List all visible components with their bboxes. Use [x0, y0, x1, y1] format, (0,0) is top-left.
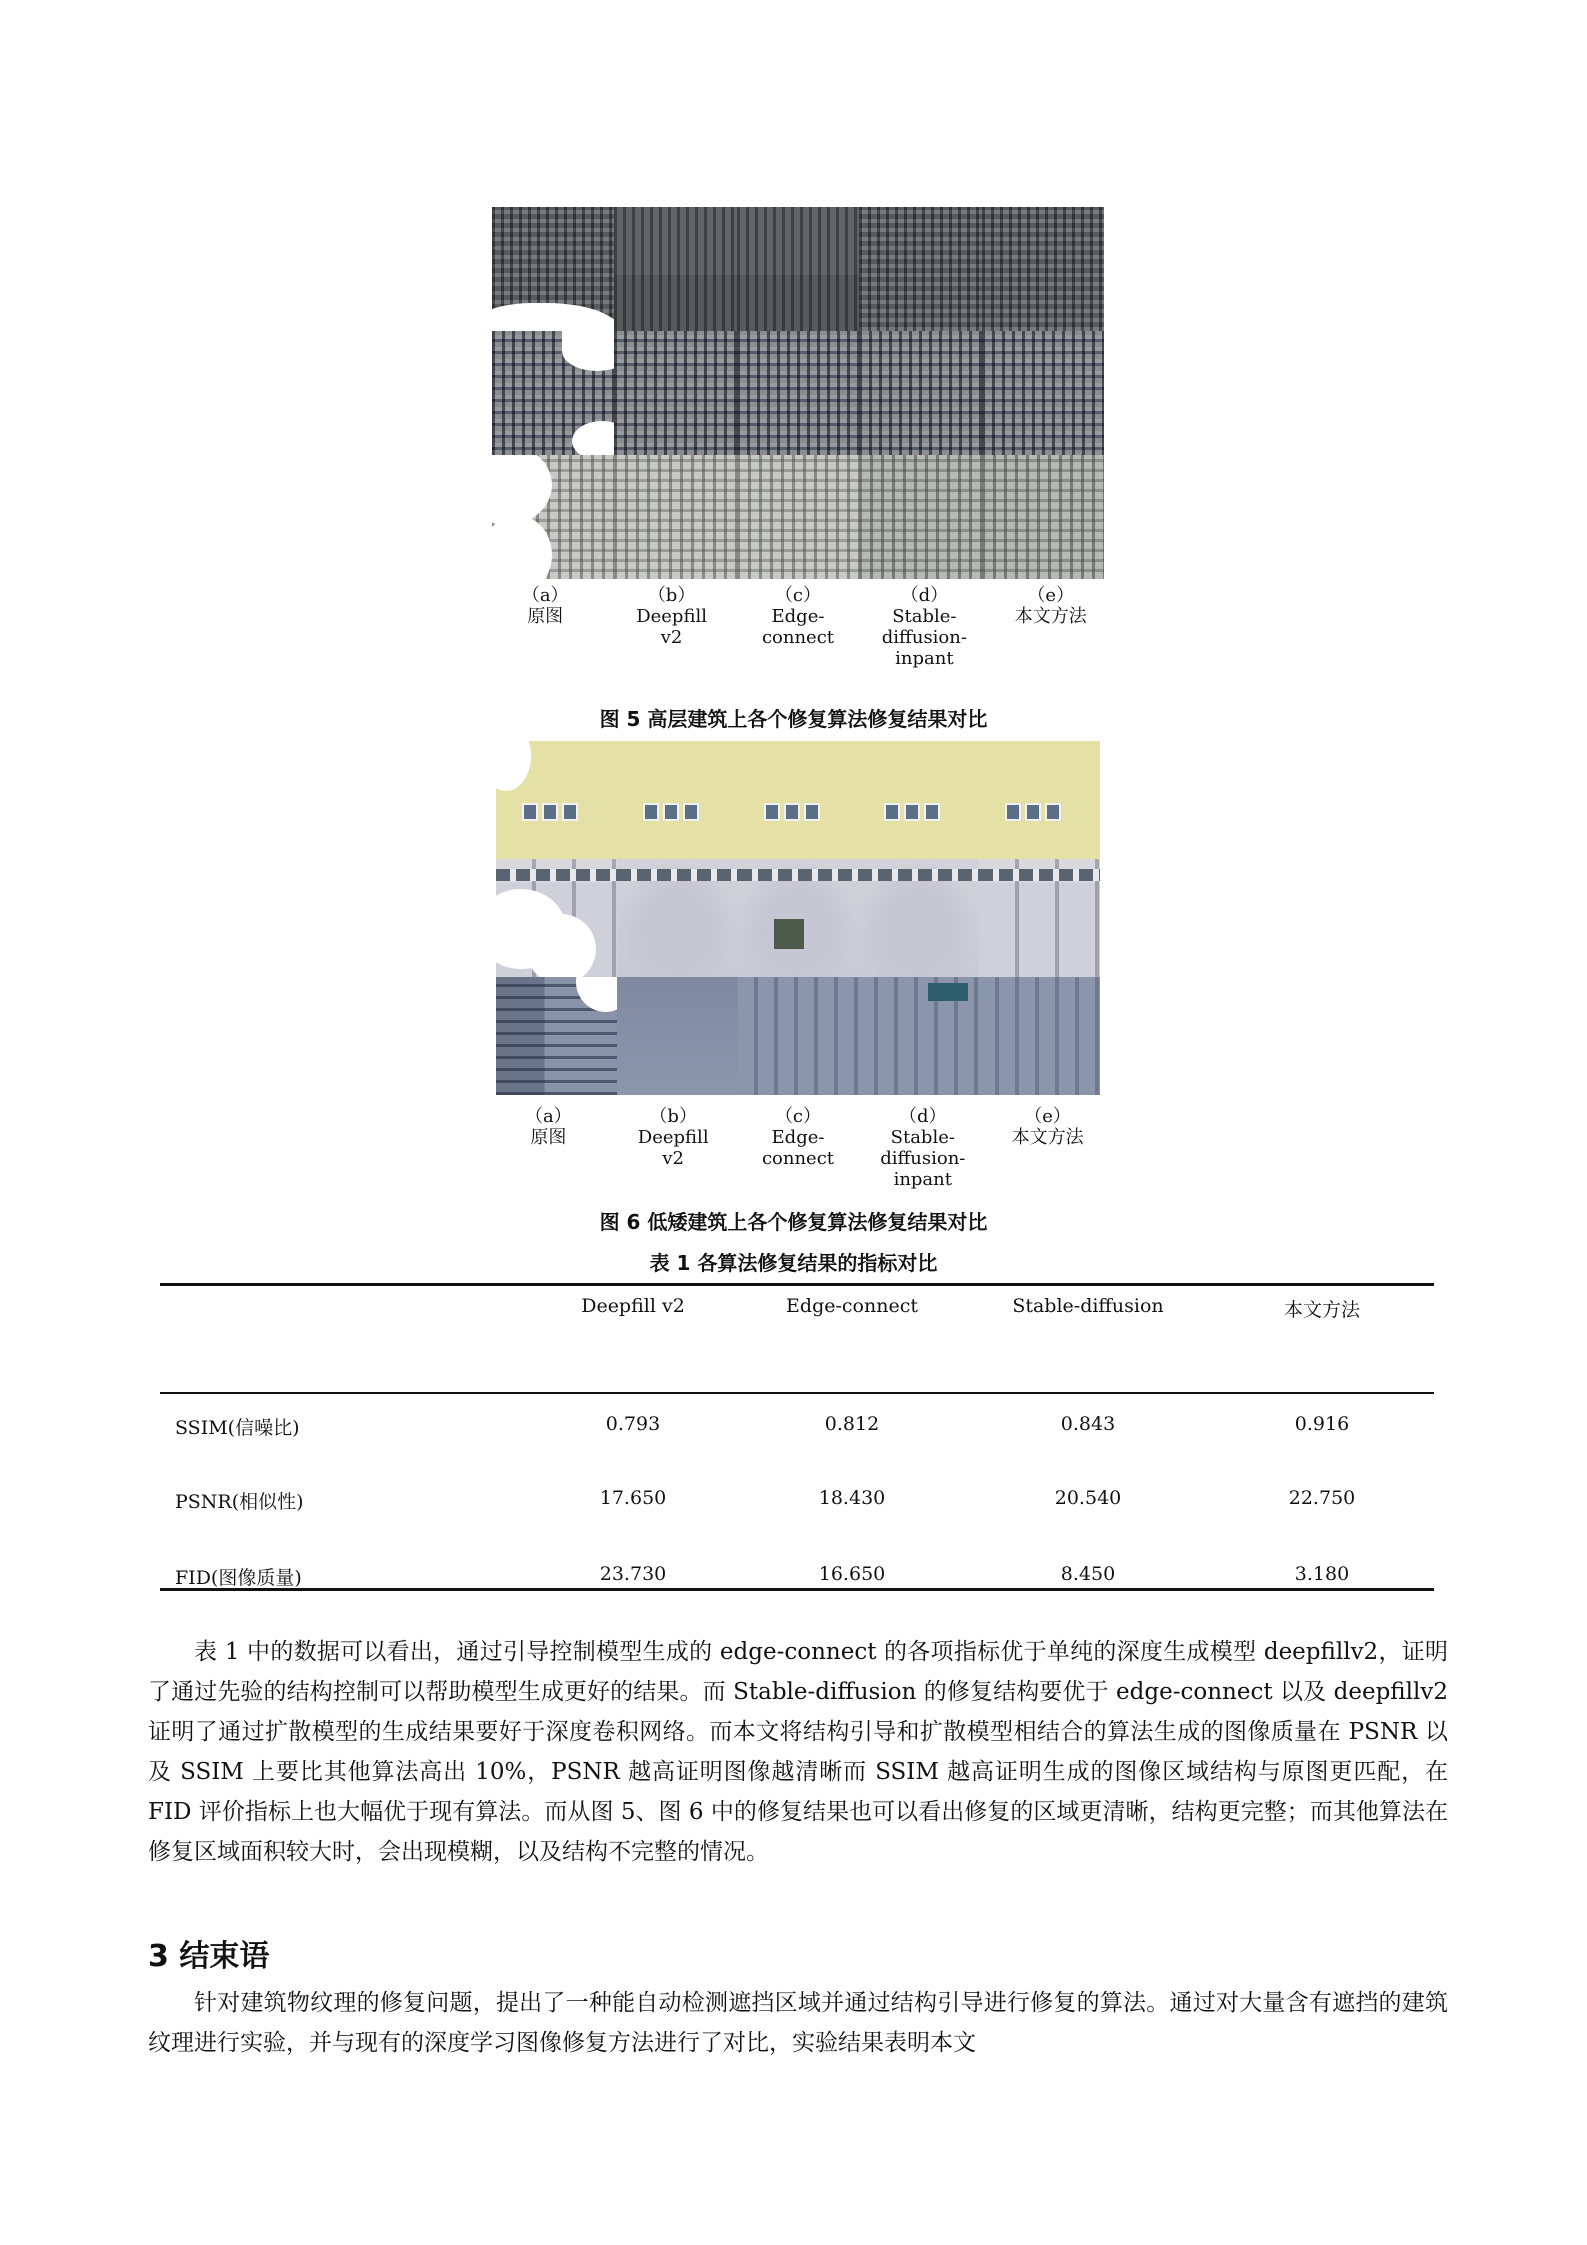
cell-fid-ours: 3.180: [1294, 1563, 1350, 1585]
fig6-label-d: （d） Stable- diffusion- inpant: [880, 1106, 966, 1190]
figure-6-caption: 图 6 低矮建筑上各个修复算法修复结果对比: [599, 1210, 988, 1234]
fig5-r1-d-image: [859, 207, 981, 331]
table-header-stable-diffusion: Stable-diffusion: [1012, 1295, 1164, 1317]
fig6-r2-d-image: [858, 859, 979, 977]
fig5-r2-c-image: [737, 331, 859, 455]
cell-ssim-edge-connect: 0.812: [824, 1413, 880, 1435]
cell-psnr-deepfill: 17.650: [599, 1487, 667, 1509]
table-header-rule: [160, 1392, 1434, 1394]
cell-ssim-stable-diffusion: 0.843: [1060, 1413, 1116, 1435]
fig5-label-a: （a） 原图: [521, 585, 569, 627]
fig6-label-c: （c） Edge- connect: [761, 1106, 835, 1169]
row-label-psnr: PSNR(相似性): [175, 1491, 304, 1513]
fig6-r3-a-image: [496, 977, 617, 1095]
fig5-r3-a-image: [492, 455, 614, 579]
fig6-r1-b-image: [617, 741, 738, 859]
results-paragraph: [148, 1632, 1448, 1872]
fig6-r2-a-image: [496, 859, 617, 977]
fig5-label-c: （c） Edge- connect: [761, 585, 835, 648]
fig5-r2-a-image: [492, 331, 614, 455]
fig6-r2-c-image: [738, 859, 859, 977]
fig5-r1-e-image: [982, 207, 1104, 331]
figure-5-image-grid: [492, 207, 1104, 579]
conclusion-paragraph-text: 针对建筑物纹理的修复问题，提出了一种能自动检测遮挡区域并通过结构引导进行修复的算法。通过对大量含有遮挡的建筑纹理进行实验，并与现有的深度学习图像修复方法进行了对比，实验结果表明本文: [148, 1990, 1448, 2056]
fig6-r1-e-image: [979, 741, 1100, 859]
fig5-label-b: （b） Deepfill v2: [636, 585, 707, 648]
cell-psnr-edge-connect: 18.430: [818, 1487, 886, 1509]
fig5-r1-b-image: [614, 207, 736, 331]
cell-ssim-deepfill: 0.793: [605, 1413, 661, 1435]
table-bottom-rule: [160, 1588, 1434, 1591]
fig5-label-d: （d） Stable- diffusion- inpant: [881, 585, 967, 669]
row-label-ssim: SSIM(信噪比): [175, 1417, 300, 1439]
figure-5-caption: 图 5 高层建筑上各个修复算法修复结果对比: [599, 707, 988, 731]
table-header-ours: 本文方法: [1283, 1299, 1361, 1321]
fig6-label-e: （e） 本文方法: [1011, 1106, 1084, 1148]
fig6-label-a: （a） 原图: [525, 1106, 572, 1148]
cell-fid-edge-connect: 16.650: [818, 1563, 886, 1585]
cell-fid-stable-diffusion: 8.450: [1060, 1563, 1116, 1585]
cell-fid-deepfill: 23.730: [599, 1563, 667, 1585]
fig6-r3-e-image: [979, 977, 1100, 1095]
conclusion-paragraph: [148, 1983, 1448, 2063]
table-header-deepfill: Deepfill v2: [581, 1295, 685, 1317]
figure-6-column-labels: [486, 1106, 1110, 1190]
fig5-r1-a-image: [492, 207, 614, 331]
fig5-r3-b-image: [614, 455, 736, 579]
cell-psnr-stable-diffusion: 20.540: [1054, 1487, 1122, 1509]
fig6-r2-e-image: [979, 859, 1100, 977]
fig5-label-e: （e） 本文方法: [1014, 585, 1087, 627]
fig5-r3-d-image: [859, 455, 981, 579]
fig6-r2-b-image: [617, 859, 738, 977]
table-1-caption: 表 1 各算法修复结果的指标对比: [649, 1251, 938, 1275]
fig5-r2-e-image: [982, 331, 1104, 455]
fig6-r1-d-image: [858, 741, 979, 859]
fig6-r3-d-image: [858, 977, 979, 1095]
fig6-r3-c-image: [738, 977, 859, 1095]
fig5-r1-c-image: [737, 207, 859, 331]
results-paragraph-text: 表 1 中的数据可以看出，通过引导控制模型生成的 edge-connect 的各项指标优于单纯的深度生成模型 deepfillv2，证明了通过先验的结构控制可以帮助模型生成更好的结果。而 Stable-diffusion 的修复结构要优于 edge-connect 以及 deepfillv2 证明了通过扩散模型的生成结果要好于深度卷积网络。而本文将结构引导和扩散模型相结合的算法生成的图像质量在 PSNR 以及 SSIM 上要比其他算法高出 10%，PSNR 越高证明图像越清晰而 SSIM 越高证明生成的图像区域结构与原图更匹配，在 FID 评价指标上也大幅优于现有算法。而从图 5、图 6 中的修复结果也可以看出修复的区域更清晰，结构更完整；而其他算法在修复区域面积较大时，会出现模糊，以及结构不完整的情况。: [148, 1639, 1448, 1865]
table-header-edge-connect: Edge-connect: [786, 1295, 918, 1317]
row-label-fid: FID(图像质量): [175, 1567, 302, 1589]
figure-6-image-grid: [496, 741, 1100, 1095]
fig6-label-b: （b） Deepfill v2: [637, 1106, 709, 1169]
table-top-rule: [160, 1283, 1434, 1286]
section-heading: 3 结束语: [148, 1939, 270, 1974]
cell-psnr-ours: 22.750: [1288, 1487, 1356, 1509]
fig6-r1-c-image: [738, 741, 859, 859]
fig5-r3-c-image: [737, 455, 859, 579]
fig5-r2-d-image: [859, 331, 981, 455]
cell-ssim-ours: 0.916: [1294, 1413, 1350, 1435]
fig6-r3-b-image: [617, 977, 738, 1095]
fig5-r3-e-image: [982, 455, 1104, 579]
fig6-r1-a-image: [496, 741, 617, 859]
figure-5-column-labels: [482, 585, 1114, 669]
fig5-r2-b-image: [614, 331, 736, 455]
